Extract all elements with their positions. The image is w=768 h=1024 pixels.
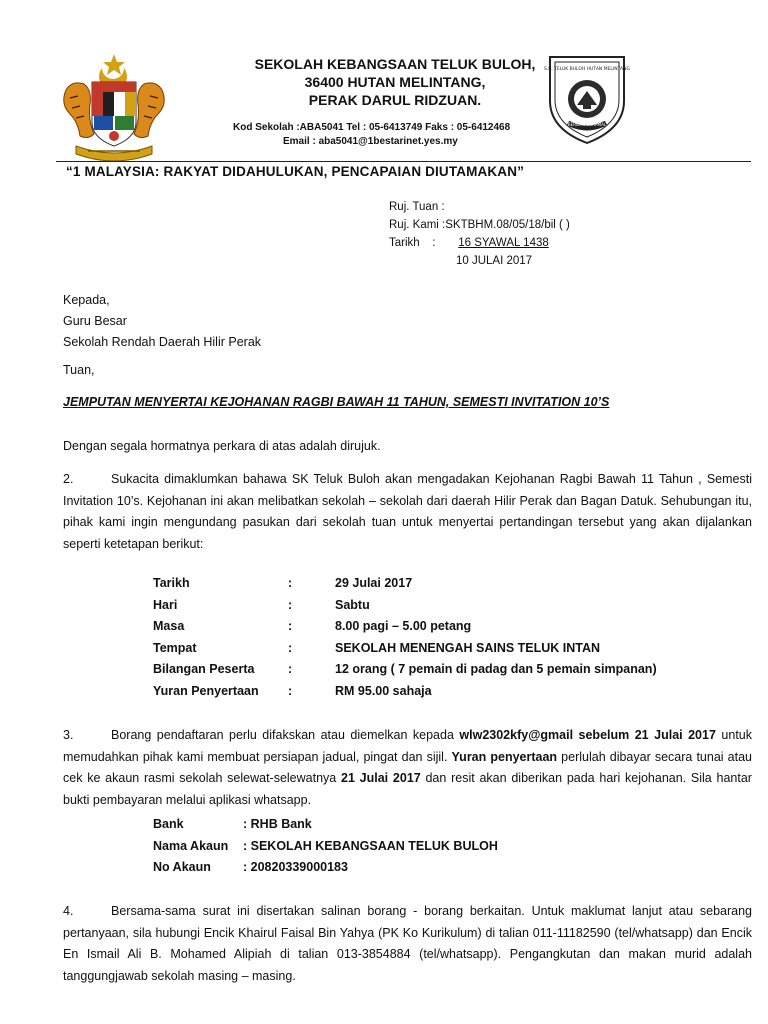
detail-value: SEKOLAH MENENGAH SAINS TELUK INTAN xyxy=(335,640,601,655)
letterhead-divider xyxy=(56,161,751,162)
letter-subject: JEMPUTAN MENYERTAI KEJOHANAN RAGBI BAWAH 11 TAHUN, SEMESTI INVITATION 10’S xyxy=(63,395,610,409)
detail-label: Tempat xyxy=(153,640,197,655)
detail-colon: : xyxy=(288,662,293,676)
bank-label: Bank xyxy=(153,817,184,831)
detail-label: Yuran Penyertaan xyxy=(153,683,259,698)
ruj-kami-label: Ruj. Kami : xyxy=(389,219,446,231)
detail-row-masa xyxy=(153,616,657,638)
paragraph-4 xyxy=(63,901,752,987)
email-line: Email : aba5041@1bestarinet.yes.my xyxy=(283,136,458,147)
detail-row-tarikh xyxy=(153,573,657,595)
school-badge-logo xyxy=(544,53,630,145)
detail-label: Tarikh xyxy=(153,576,190,590)
account-number-label: No Akaun xyxy=(153,860,211,874)
paragraph-1: Dengan segala hormatnya perkara di atas adalah dirujuk. xyxy=(63,439,381,453)
detail-value: 12 orang ( 7 pemain di padag dan 5 pemain simpanan) xyxy=(335,662,657,676)
tarikh-colon: : xyxy=(432,237,436,249)
detail-label: Bilangan Peserta xyxy=(153,662,255,676)
account-number-value: : 20820339000183 xyxy=(243,860,348,874)
paragraph-4-number: 4. xyxy=(63,904,74,918)
paragraph-3-text-3: perlulah dibayar secara tunai atau cek ke akaun rasmi sekolah selewat-selewatnya xyxy=(63,749,752,785)
badge-text-top: S.K. TELUK BULOH HUTAN MELINTANG xyxy=(544,67,630,72)
bank-details xyxy=(153,814,498,879)
address-line-1: 36400 HUTAN MELINTANG, xyxy=(304,74,486,90)
ruj-kami-value: SKTBHM.08/05/18/bil ( ) xyxy=(445,219,570,231)
addressee-block xyxy=(63,290,261,353)
detail-value: RM 95.00 sahaja xyxy=(335,683,432,698)
detail-colon: : xyxy=(288,597,293,612)
detail-row-yuran-penyertaan xyxy=(153,681,657,703)
tarikh-row xyxy=(389,234,570,252)
addressee-line-1: Kepada, xyxy=(63,293,110,307)
detail-label: Hari xyxy=(153,597,178,612)
paragraph-2-text: Sukacita dimaklumkan bahawa SK Teluk Buloh akan mengadakan Kejohanan Ragbi Bawah 11 Tahun , Semesti Invitation 10’s. Kejohanan ini akan melibatkan sekolah – sekolah dari daerah Hilir Perak dan Bagan Datuk. Sehubungan itu, pihak kami ingin mengundang pasukan dari sekolah tuan untuk menyertai pertandingan tersebut yang akan dijalankan seperti ketetapan berikut: xyxy=(63,472,752,551)
detail-colon: : xyxy=(288,640,293,655)
national-crest-logo xyxy=(58,50,170,164)
detail-colon: : xyxy=(288,619,293,633)
addressee-line-2: Guru Besar xyxy=(63,314,127,328)
detail-row-tempat xyxy=(153,638,657,660)
detail-row-hari xyxy=(153,595,657,617)
paragraph-2 xyxy=(63,469,752,555)
detail-colon: : xyxy=(288,576,293,590)
ruj-tuan-row xyxy=(389,198,570,216)
account-name-row xyxy=(153,836,498,858)
paragraph-3 xyxy=(63,725,752,811)
registration-email-deadline: wlw2302kfy@gmail sebelum 21 Julai 2017 xyxy=(459,728,716,742)
reference-block xyxy=(389,198,570,270)
letterhead-title xyxy=(200,55,590,109)
bank-value: : RHB Bank xyxy=(243,817,312,831)
contact-details: Kod Sekolah :ABA5041 Tel : 05-6413749 Faks : 05-6412468 xyxy=(233,122,511,133)
paragraph-3-text-1: Borang pendaftaran perlu difakskan atau diemelkan kepada xyxy=(111,728,460,742)
ruj-kami-row xyxy=(389,216,570,234)
address-line-2: PERAK DARUL RIDZUAN. xyxy=(308,92,482,108)
detail-colon: : xyxy=(288,683,293,698)
paragraph-2-number: 2. xyxy=(63,472,74,486)
account-number-row xyxy=(153,857,498,879)
payment-deadline: 21 Julai 2017 xyxy=(341,771,421,785)
event-details xyxy=(153,573,657,702)
paragraph-4-text: Bersama-sama surat ini disertakan salinan borang - borang berkaitan. Untuk maklumat lanjut atau sebarang pertanyaan, sila hubungi Encik Khairul Faisal Bin Yahya (PK Ko Kurikulum) di talian 011-11182590 (tel/whatsapp) dan Encik En Ismail Ali B. Mohamed Alipiah di talian 013-3854884 (tel/whatsapp). Pengangkutan dan makan murid adalah tanggungjawab sekolah masing – masing. xyxy=(63,904,752,983)
detail-label: Masa xyxy=(153,619,185,633)
ruj-tuan-label: Ruj. Tuan : xyxy=(389,201,445,213)
detail-value: 29 Julai 2017 xyxy=(335,576,413,590)
salutation: Tuan, xyxy=(63,363,95,377)
paragraph-3-number: 3. xyxy=(63,728,74,742)
detail-row-bilangan-peserta xyxy=(153,659,657,681)
tarikh-masihi: 10 JULAI 2017 xyxy=(456,255,533,267)
bank-row xyxy=(153,814,498,836)
account-name-value: : SEKOLAH KEBANGSAAN TELUK BULOH xyxy=(243,838,498,853)
detail-value: 8.00 pagi – 5.00 petang xyxy=(335,619,472,633)
tarikh-hijri: 16 SYAWAL 1438 xyxy=(458,237,549,249)
addressee-line-3: Sekolah Rendah Daerah Hilir Perak xyxy=(63,335,262,349)
tarikh-label: Tarikh xyxy=(389,237,420,249)
account-name-label: Nama Akaun xyxy=(153,838,229,853)
detail-value: Sabtu xyxy=(335,597,370,612)
paragraph-3-text-4: dan resit akan diberikan pada hari kejohanan. Sila hantar bukti pembayaran melalui aplikasi whatsapp. xyxy=(63,771,752,807)
school-name: SEKOLAH KEBANGSAAN TELUK BULOH, xyxy=(254,56,536,72)
badge-text-bottom: BERILMU BERAMAL xyxy=(567,122,607,127)
entry-fee-heading: Yuran penyertaan xyxy=(451,749,558,764)
motto: “1 MALAYSIA: RAKYAT DIDAHULUKAN, PENCAPAIAN DIUTAMAKAN” xyxy=(66,164,525,179)
paragraph-3-text-2: untuk memudahkan pihak kami membuat persiapan jadual, pingat dan sijil. xyxy=(63,728,752,764)
